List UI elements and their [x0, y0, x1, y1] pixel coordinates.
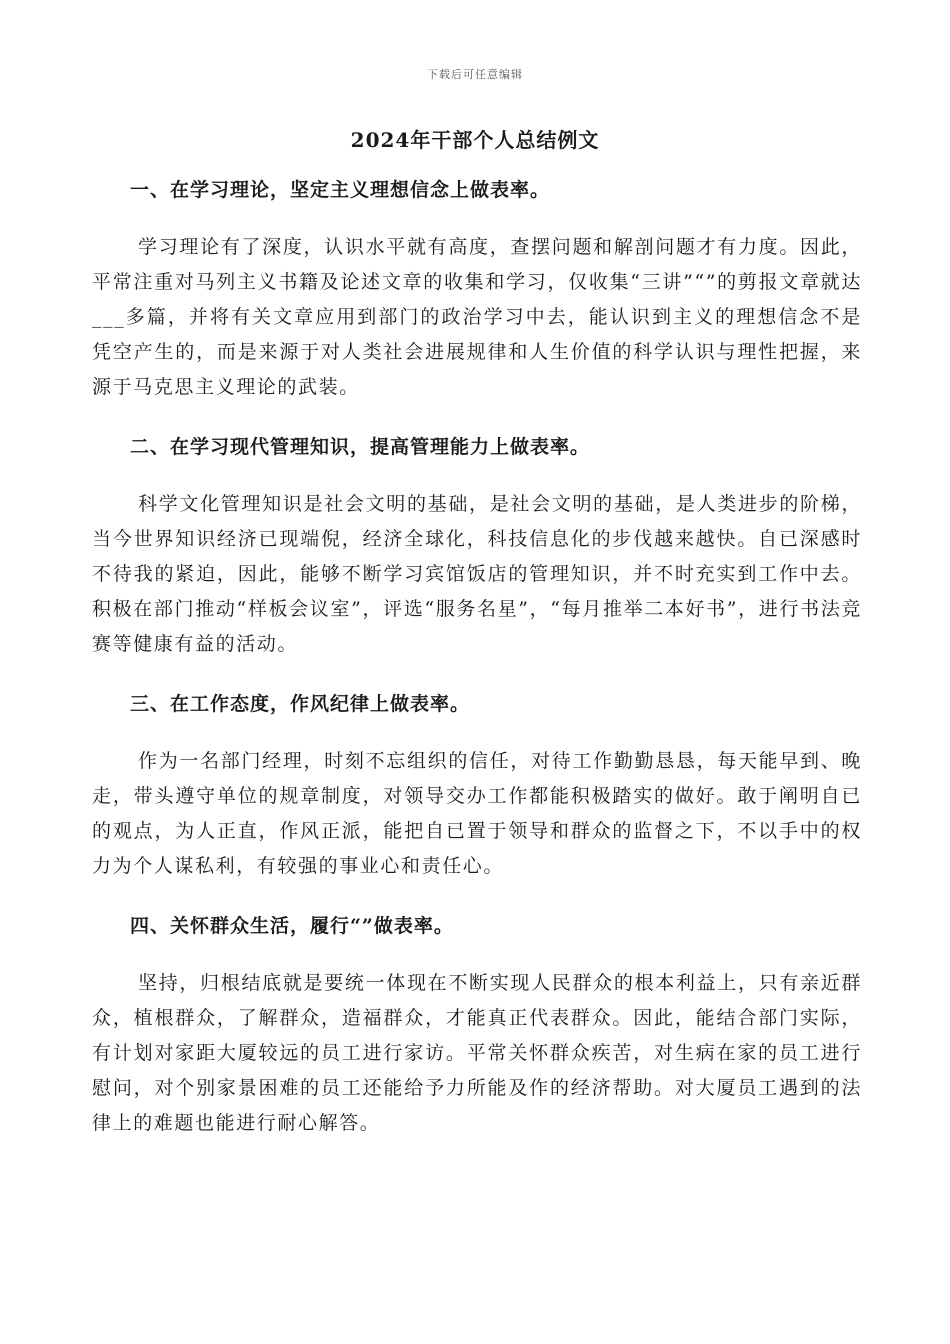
section-paragraph: 作为一名部门经理，时刻不忘组织的信任，对待工作勤勤恳恳，每天能早到、晚走，带头遵守单位的规章制度，对领导交办工作都能积极踏实的做好。敢于阐明自已的观点，为人正直，作风正派，能把自已置于领导和群众的监督之下，不以手中的权力为个人谋私利，有较强的事业心和责任心。: [92, 750, 862, 877]
section-3: [92, 686, 862, 884]
section-paragraph: 科学文化管理知识是社会文明的基础，是社会文明的基础，是人类进步的阶梯，当今世界知识经济已现端倪，经济全球化，科技信息化的步伐越来越快。自已深感时不待我的紧迫，因此，能够不断学习宾馆饭店的管理知识，并不时充实到工作中去。积极在部门推动“样板会议室”，评选“服务名星”，“每月推举二本好书”，进行书法竞赛等健康有益的活动。: [92, 493, 862, 655]
header-watermark: 下载后可任意编辑: [427, 68, 523, 81]
section-4: [92, 908, 862, 1141]
section-paragraph: 坚持，归根结底就是要统一体现在不断实现人民群众的根本利益上，只有亲近群众，植根群众，了解群众，造福群众，才能真正代表群众。因此，能结合部门实际，有计划对家距大厦较远的员工进行家访。平常关怀群众疾苦，对生病在家的员工进行慰问，对个别家景困难的员工还能给予力所能及作的经济帮助。对大厦员工遇到的法律上的难题也能进行耐心解答。: [92, 972, 862, 1134]
section-heading: 二、在学习现代管理知识，提高管理能力上做表率。: [130, 436, 591, 458]
document-title: 2024年干部个人总结例文: [350, 128, 600, 152]
section-heading: 四、关怀群众生活，履行“”做表率。: [130, 915, 454, 937]
section-heading: 一、在学习理论，坚定主义理想信念上做表率。: [130, 179, 551, 201]
document-body: [92, 172, 862, 1165]
section-1: [92, 172, 862, 405]
section-2: [92, 429, 862, 662]
section-paragraph: 学习理论有了深度，认识水平就有高度，查摆问题和解剖问题才有力度。因此，平常注重对马列主义书籍及论述文章的收集和学习，仅收集“三讲”“”的剪报文章就达___多篇，并将有关文章应用到部门的政治学习中去，能认识到主义的理想信念不是凭空产生的，而是来源于对人类社会进展规律和人生价值的科学认识与理性把握，来源于马克思主义理论的武装。: [92, 236, 862, 398]
section-heading: 三、在工作态度，作风纪律上做表率。: [130, 693, 471, 715]
